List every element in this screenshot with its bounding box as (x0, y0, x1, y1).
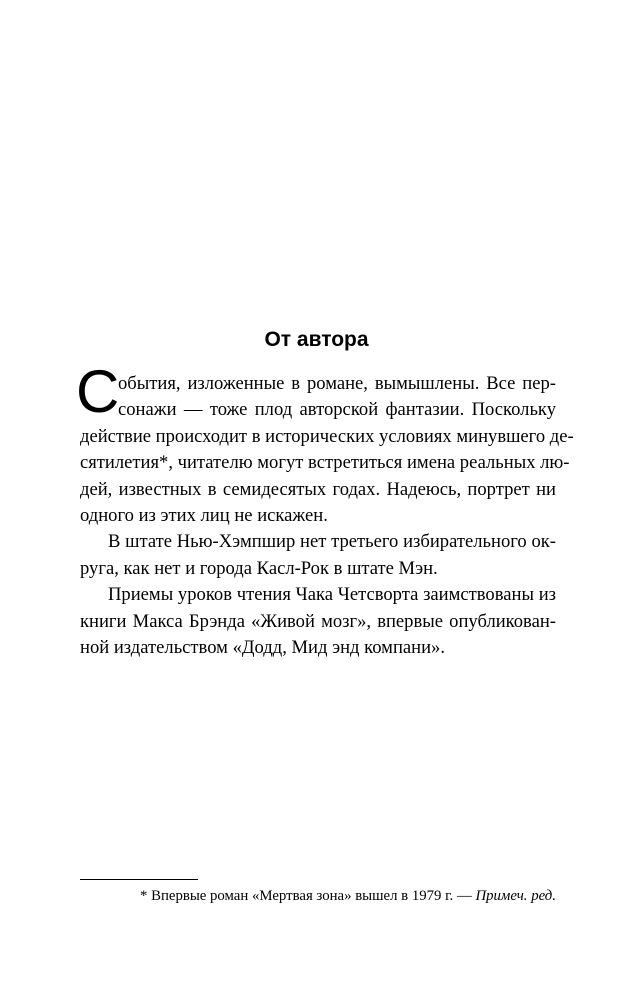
text-line: действие происходит в исторических условиях минувшего де- (80, 425, 574, 447)
text-line: дей, известных в семидесятых годах. Надеюсь, портрет ни (80, 478, 556, 500)
text-line: сонажи — тоже плод авторской фантазии. Поскольку (118, 399, 556, 421)
text-line: Приемы уроков чтения Чака Четсворта заимствованы из (108, 584, 556, 606)
text-line: руга, как нет и города Касл-Рок в штате Мэн. (80, 557, 438, 579)
footnote-text: * Впервые роман «Мертвая зона» вышел в 1979 г. — (139, 888, 476, 904)
footnote-editor-note: Примеч. ред. (475, 888, 556, 904)
text-line: ной издательством «Додд, Мид энд компани». (80, 636, 446, 658)
drop-cap-letter: С (76, 358, 120, 425)
text-line: сятилетия*, читателю могут встретиться имена реальных лю- (80, 452, 570, 474)
footnote-rule (80, 879, 198, 880)
text-line: книги Макса Брэнда «Живой мозг», впервые опубликован- (80, 610, 556, 632)
body-text (76, 358, 574, 661)
text-line: обытия, изложенные в романе, вымышлены. Все пер- (118, 373, 556, 394)
footnote (80, 886, 556, 906)
chapter-heading: От автора (264, 328, 369, 351)
text-line: В штате Нью-Хэмпшир нет третьего избирательного ок- (108, 531, 556, 553)
text-line: одного из этих лиц не искажен. (80, 504, 328, 526)
